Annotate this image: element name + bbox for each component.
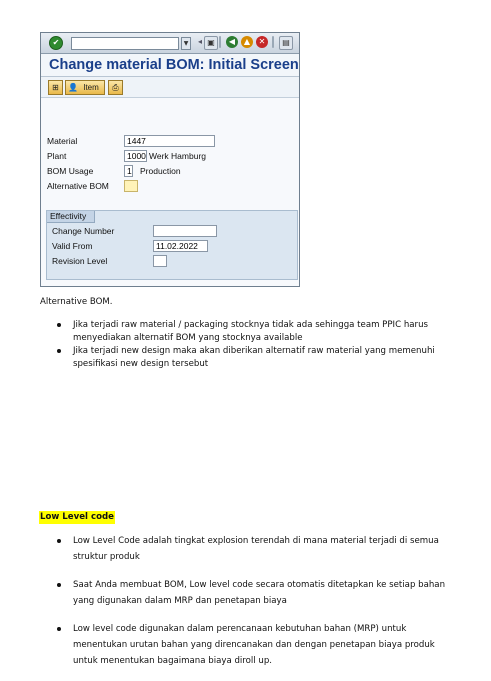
material-label: Material	[47, 136, 78, 146]
command-field[interactable]	[71, 37, 179, 50]
separator-icon	[272, 36, 274, 48]
back-icon[interactable]: ◀	[226, 36, 238, 48]
valid-from-input[interactable]: 11.02.2022	[153, 240, 208, 252]
separator-icon	[219, 36, 221, 48]
effectivity-frame	[46, 210, 298, 280]
plant-input[interactable]: 1000	[124, 150, 147, 162]
bullet-icon	[57, 583, 61, 587]
item-button-label: Item	[83, 83, 99, 92]
print-button[interactable]: ⎙	[108, 80, 123, 95]
sap-screenshot	[40, 32, 300, 287]
bom-usage-label: BOM Usage	[47, 166, 94, 176]
revision-level-label: Revision Level	[52, 256, 108, 266]
plant-description: Werk Hamburg	[149, 151, 206, 161]
material-input[interactable]: 1447	[124, 135, 215, 147]
low-level-code-bullets	[57, 533, 462, 669]
save-icon[interactable]: ▣	[204, 36, 218, 50]
person-icon: 👤	[68, 83, 78, 92]
application-toolbar	[41, 77, 299, 98]
initial-screen-body	[41, 98, 299, 286]
list-item: Jika terjadi new design maka akan diberikan alternatif raw material yang memenuhi spesifikasi new design tersebut	[57, 345, 462, 371]
item-button[interactable]	[65, 80, 105, 95]
list-item: Saat Anda membuat BOM, Low level code secara otomatis ditetapkan ke setiap bahan yang digunakan dalam MRP dan penetapan biaya	[57, 577, 462, 609]
bom-usage-description: Production	[140, 166, 181, 176]
exit-icon[interactable]: ▲	[241, 36, 253, 48]
plant-label: Plant	[47, 151, 67, 161]
change-number-label: Change Number	[52, 226, 115, 236]
bullet-icon	[57, 627, 61, 631]
alternative-bom-label: Alternative BOM	[47, 181, 109, 191]
revision-level-input[interactable]	[153, 255, 167, 267]
list-item: Low Level Code adalah tingkat explosion terendah di mana material terjadi di semua struktur produk	[57, 533, 462, 565]
title-bar	[41, 54, 299, 77]
hierarchy-button[interactable]: ⊞	[48, 80, 63, 95]
effectivity-tab: Effectivity	[47, 211, 95, 223]
list-item: Jika terjadi raw material / packaging stocknya tidak ada sehingga team PPIC harus menyediakan alternatif BOM yang stocknya available	[57, 319, 462, 345]
bullet-icon	[57, 539, 61, 543]
bullet-icon	[57, 323, 61, 327]
valid-from-label: Valid From	[52, 241, 93, 251]
check-icon[interactable]: ✔	[49, 36, 63, 50]
list-item: Low level code digunakan dalam perencanaan kebutuhan bahan (MRP) untuk menentukan urutan bahan yang direncanakan dan dengan penetapan biaya produk untuk menentukan bagaimana biaya diroll up.	[57, 621, 462, 669]
figure-caption: Alternative BOM.	[40, 297, 113, 307]
alternative-bom-bullets	[57, 319, 462, 371]
page-title: Change material BOM: Initial Screen	[49, 57, 299, 73]
bullet-icon	[57, 349, 61, 353]
prev-icon[interactable]: ◂	[197, 37, 202, 46]
bom-usage-input[interactable]: 1	[124, 165, 133, 177]
command-dropdown-icon[interactable]: ▼	[181, 37, 191, 50]
new-window-icon[interactable]: ▤	[279, 36, 293, 50]
alternative-bom-input[interactable]	[124, 180, 138, 192]
cancel-icon[interactable]: ✕	[256, 36, 268, 48]
standard-toolbar	[41, 33, 299, 54]
change-number-input[interactable]	[153, 225, 217, 237]
section-heading: Low Level code	[40, 512, 114, 522]
